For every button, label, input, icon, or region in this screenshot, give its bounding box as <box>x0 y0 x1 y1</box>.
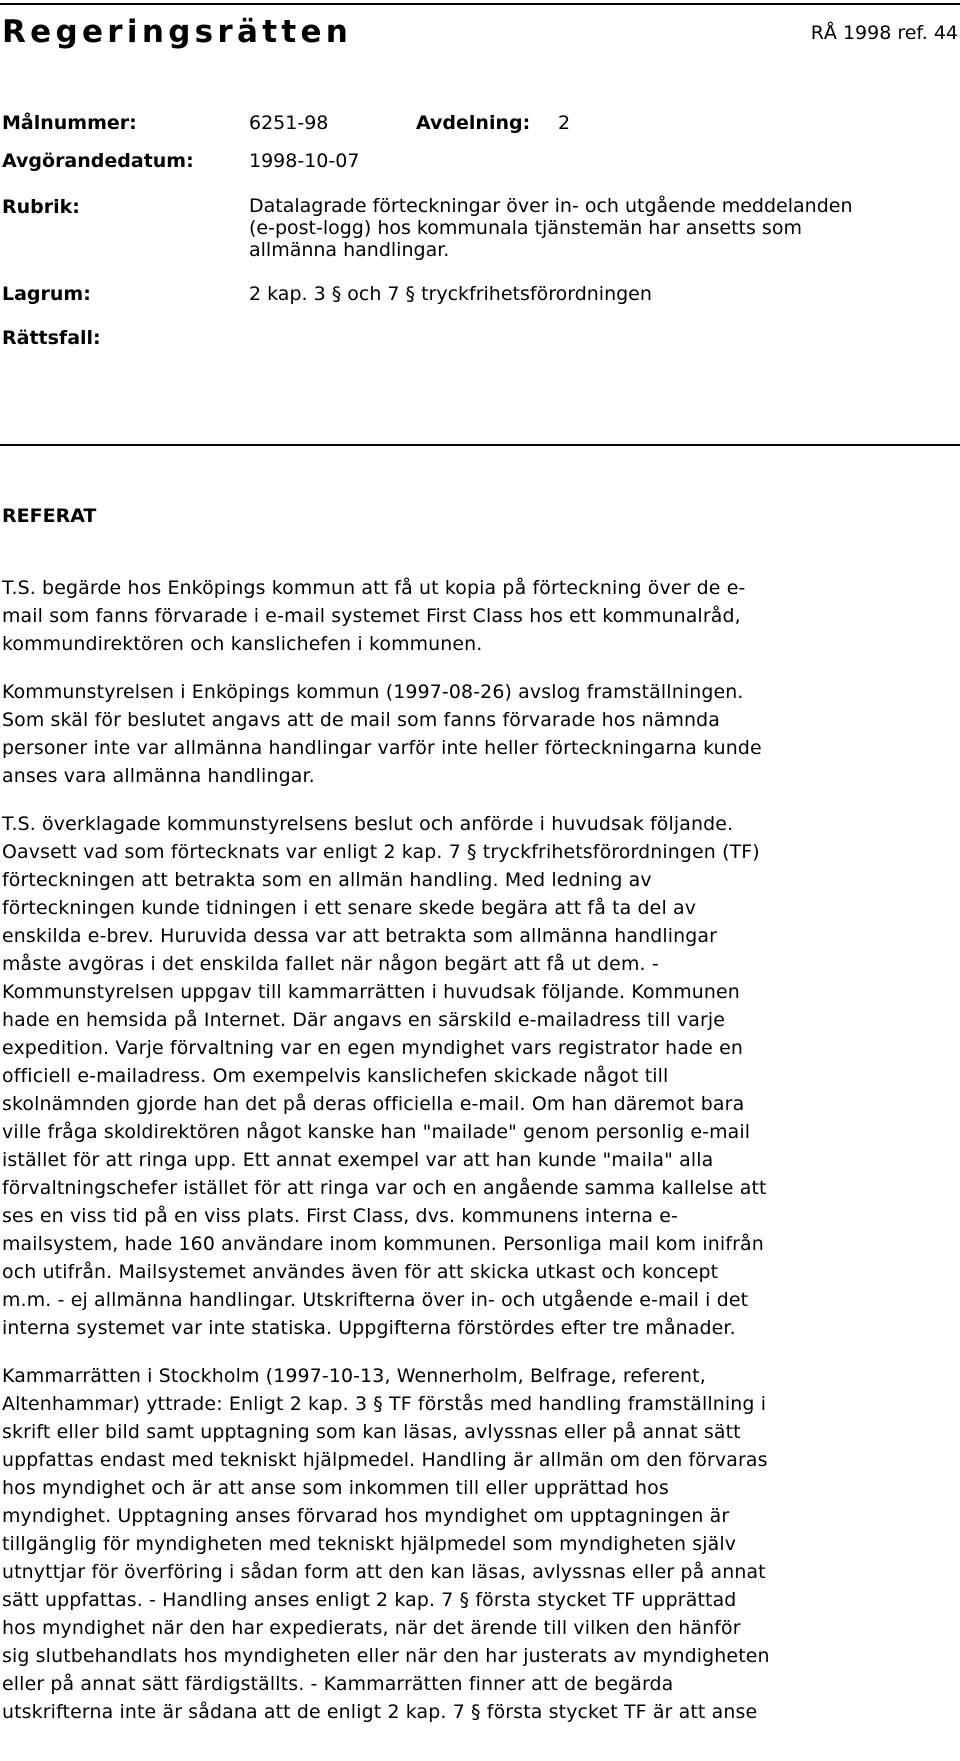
court-name: Regeringsrätten <box>2 14 353 50</box>
meta-row-rubrik <box>2 195 952 275</box>
header-rule <box>0 3 960 5</box>
referat-paragraph: Kommunstyrelsen i Enköpings kommun (1997-08-26) avslog framställningen. Som skäl för beslutet angavs att de mail som fanns förvarade hos nämnda personer inte var allmänna handlingar varför inte heller förteckningarna kunde anses vara allmänna handlingar. <box>2 681 762 787</box>
avdelning-value: 2 <box>558 112 571 134</box>
lagrum-value: 2 kap. 3 § och 7 § tryckfrihetsförordningen <box>249 283 652 305</box>
avgorandedatum-label: Avgörandedatum: <box>2 150 194 172</box>
document-header <box>0 0 960 70</box>
meta-row-avgorandedatum <box>2 149 360 174</box>
rattsfall-label: Rättsfall: <box>2 327 101 349</box>
referat-paragraph: T.S. begärde hos Enköpings kommun att få ut kopia på förteckning över de e- mail som fanns förvarade i e-mail systemet First Class hos ett kommunalråd, kommundirektören och kanslichefen i kommunen. <box>2 577 746 655</box>
referat-paragraph: T.S. överklagade kommunstyrelsens beslut och anförde i huvudsak följande. Oavsett vad som förtecknats var enligt 2 kap. 7 § tryckfrihetsförordningen (TF) förteckningen att betrakta som en allmän handling. Med ledning av förteckningen kunde tidningen i ett senare skede begära att få ta del av enskilda e-brev. Huruvida dessa var att betrakta som allmänna handlingar måste avgöras i det enskilda fallet när någon begärt att få ut dem. - Kommunstyrelsen uppgav till kammarrätten i huvudsak följande. Kommunen hade en hemsida på Internet. Där angavs en särskild e-mailadress till varje expedition. Varje förvaltning var en egen myndighet vars registrator hade en officiell e-mailadress. Om exempelvis kanslichefen skickade något till skolnämnden gjorde han det på deras officiella e-mail. Om han däremot bara ville fråga skoldirektören något kanske han "mailade" genom personlig e-mail istället för att ringa upp. Ett annat exempel var att han kunde "maila" alla förvaltningschefer istället för att ringa var och en angående samma kallelse att ses en viss tid på en viss plats. First Class, dvs. kommunens interna e- mailsystem, hade 160 användare inom kommunen. Personliga mail kom inifrån och utifrån. Mailsystemet användes även för att skicka utkast och koncept m.m. - ej allmänna handlingar. Utskrifterna över in- och utgående e-mail i det interna systemet var inte statiska. Uppgifterna förstördes efter tre månader. <box>2 813 767 1339</box>
malnummer-value: 6251-98 <box>249 112 329 134</box>
rubrik-label: Rubrik: <box>2 196 80 218</box>
referat-paragraph: Kammarrätten i Stockholm (1997-10-13, Wennerholm, Belfrage, referent, Altenhammar) yttrade: Enligt 2 kap. 3 § TF förstås med handling framställning i skrift eller bild samt upptagning som kan läsas, avlyssnas eller på annat sätt uppfattas endast med tekniskt hjälpmedel. Handling är allmän om den förvaras hos myndighet och är att anse som inkommen till eller upprättad hos myndighet. Upptagning anses förvarad hos myndighet om upptagningen är tillgänglig för myndigheten med tekniskt hjälpmedel som myndigheten själv utnyttjar för överföring i sådan form att den kan läsas, avlyssnas eller på annat sätt uppfattas. - Handling anses enligt 2 kap. 7 § första stycket TF upprättad hos myndighet när den har expedierats, när det ärende till vilken den hänför sig slutbehandlats hos myndigheten eller när den har justerats av myndigheten eller på annat sätt färdigställts. - Kammarrätten finner att de begärda utskrifterna inte är sådana att de enligt 2 kap. 7 § första stycket TF är att anse <box>2 1365 770 1723</box>
malnummer-label: Målnummer: <box>2 112 137 134</box>
section-divider <box>0 444 960 446</box>
meta-row-rattsfall <box>2 326 101 351</box>
referat-body <box>2 574 958 1746</box>
meta-row-lagrum <box>2 282 652 307</box>
case-reference: RÅ 1998 ref. 44 <box>810 22 958 44</box>
meta-row-malnummer <box>2 111 571 136</box>
avgorandedatum-value: 1998-10-07 <box>249 150 360 172</box>
referat-heading: REFERAT <box>2 505 97 527</box>
rubrik-value: Datalagrade förteckningar över in- och utgående meddelanden (e-post-logg) hos kommunala tjänstemän har ansetts som allmänna handlingar. <box>249 195 853 261</box>
avdelning-label: Avdelning: <box>416 112 531 134</box>
lagrum-label: Lagrum: <box>2 283 91 305</box>
